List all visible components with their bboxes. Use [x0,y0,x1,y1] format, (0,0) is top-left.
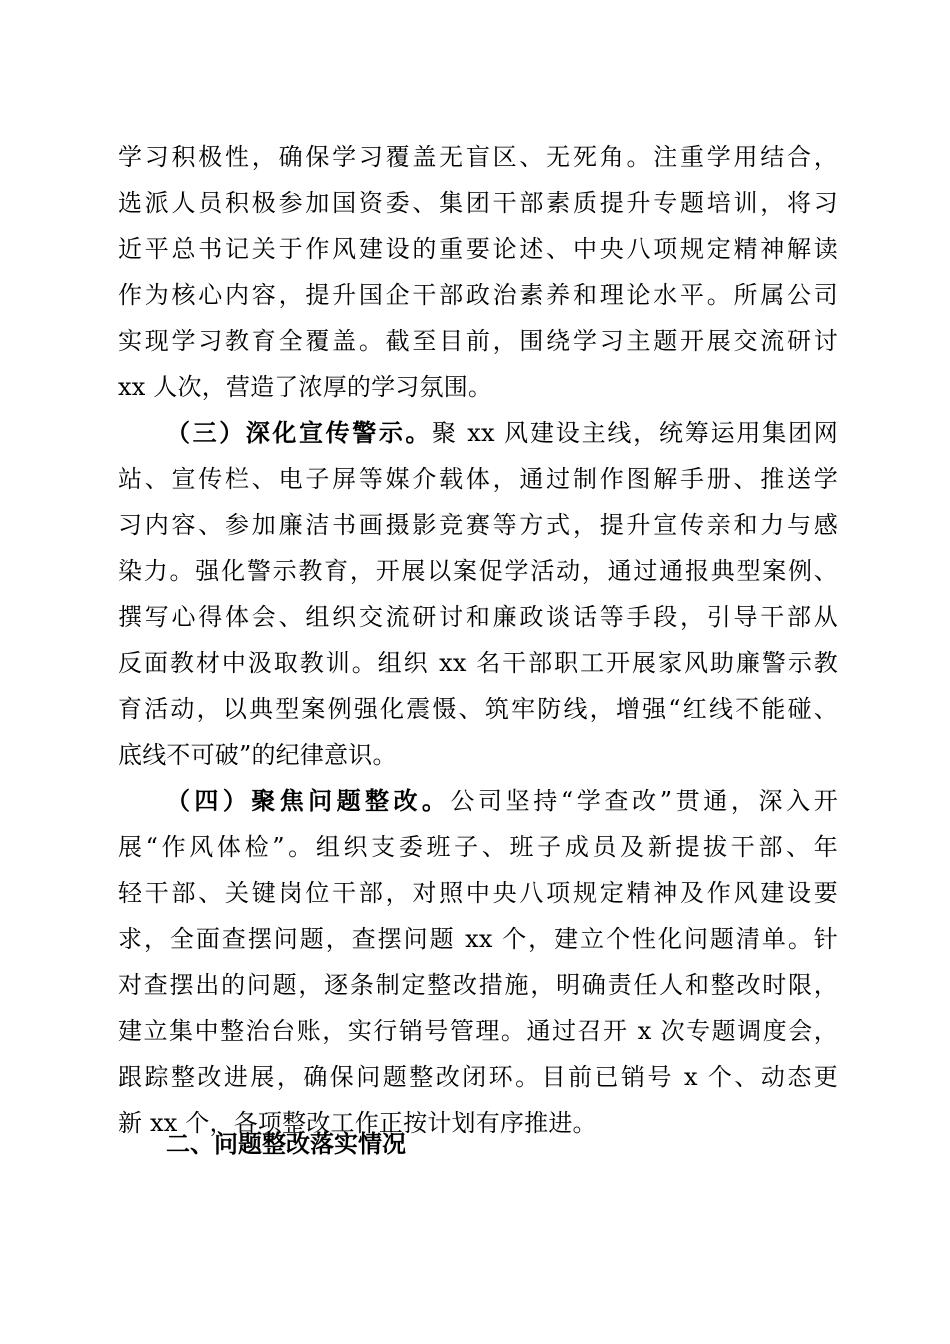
text-line: 习内容、参加廉洁书画摄影竞赛等方式，提升宣传亲和力与感 [118,511,838,539]
text-line: 选派人员积极参加国资委、集团干部素质提升专题培训，将习 [118,189,838,217]
paragraph-first-line [166,778,838,824]
text-line: 对查摆出的问题，逐条制定整改措施，明确责任人和整改时限， [118,971,838,999]
section-heading: 二、问题整改落实情况 [166,1130,406,1158]
text-line: 作为核心内容，提升国企干部政治素养和理论水平。所属公司 [118,281,838,309]
text-line: 跟踪整改进展，确保问题整改闭环。目前已销号 x 个、动态更 [118,1063,838,1091]
subsection-heading: （三）深化宣传警示。 [166,419,433,447]
text-line: 学习积极性，确保学习覆盖无盲区、无死角。注重学用结合， [118,143,838,171]
text-line: 建立集中整治台账，实行销号管理。通过召开 x 次专题调度会， [118,1017,838,1045]
text-line: 近平总书记关于作风建设的重要论述、中央八项规定精神解读 [118,235,838,263]
text-line: 轻干部、关键岗位干部，对照中央八项规定精神及作风建设要 [118,879,838,907]
text-line: 新 xx 个，各项整改工作正按计划有序推进。 [118,1109,597,1137]
text-line: 反面教材中汲取教训。组织 xx 名干部职工开展家风助廉警示教 [118,649,838,677]
text-line: 底线不可破”的纪律意识。 [118,741,397,769]
text-line: 展“作风体检”。组织支委班子、班子成员及新提拔干部、年 [118,833,838,861]
text-line: 求，全面查摆问题，查摆问题 xx 个，建立个性化问题清单。针 [118,925,838,953]
text-line: 撰写心得体会、组织交流研讨和廉政谈话等手段，引导干部从 [118,603,838,631]
subsection-heading: （四）聚焦问题整改。 [166,787,451,815]
text-line: 育活动，以典型案例强化震慑、筑牢防线，增强“红线不能碰、 [118,695,838,723]
text-run: 聚 xx 风建设主线，统筹运用集团网 [432,419,838,447]
text-line: 实现学习教育全覆盖。截至目前，围绕学习主题开展交流研讨 [118,327,838,355]
text-run: 公司坚持“学查改”贯通，深入开 [450,787,838,815]
text-line: 染力。强化警示教育，开展以案促学活动，通过通报典型案例、 [118,557,838,585]
text-line: xx 人次，营造了浓厚的学习氛围。 [118,373,493,401]
paragraph-first-line [166,410,838,456]
text-line: 站、宣传栏、电子屏等媒介载体，通过制作图解手册、推送学 [118,465,838,493]
